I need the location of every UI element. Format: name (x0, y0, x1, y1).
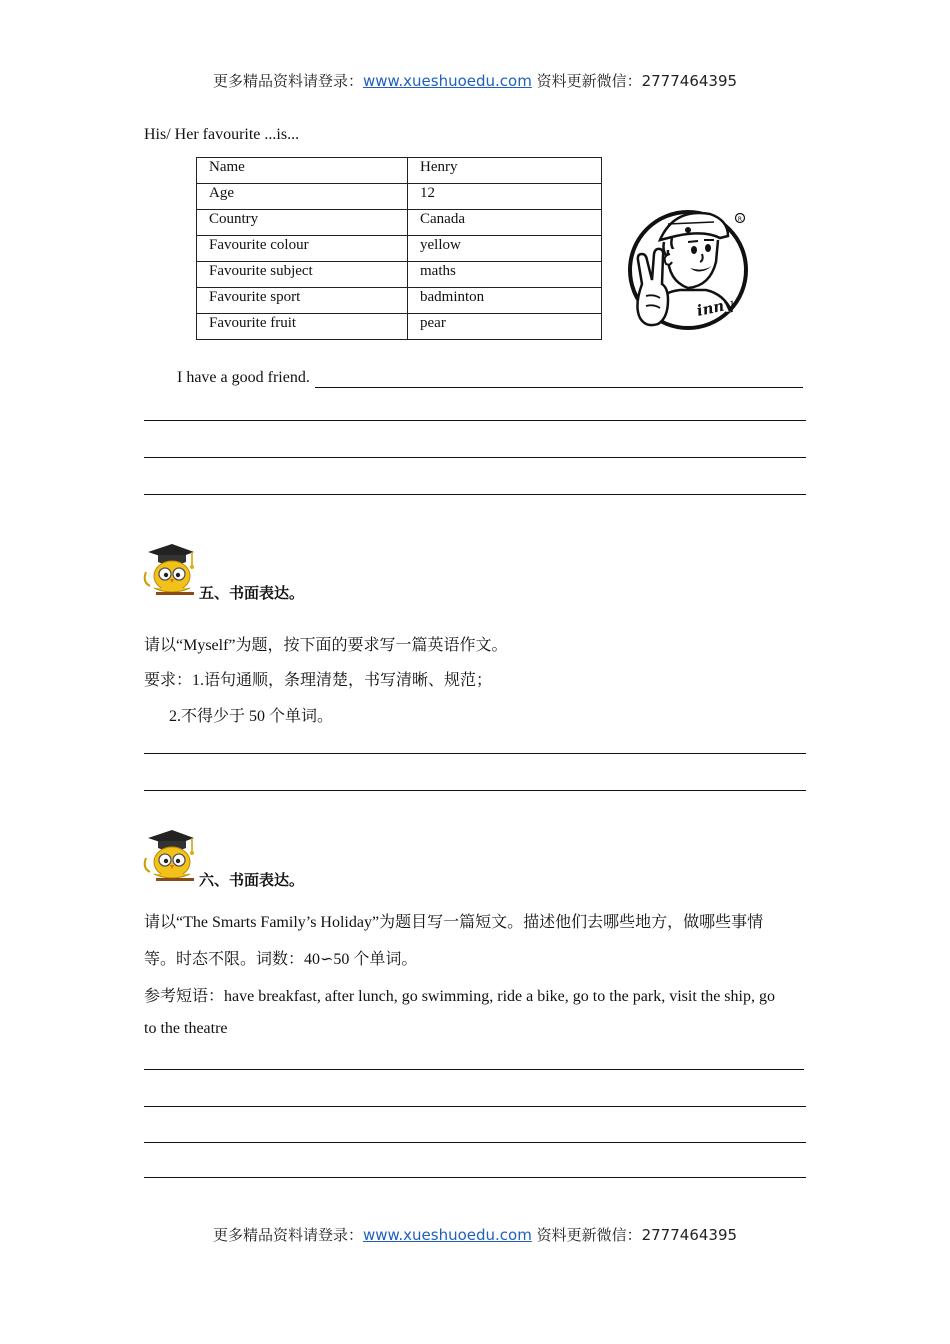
page-footer (0, 1224, 950, 1245)
writing-line[interactable] (315, 387, 803, 388)
table-cell-label: Age (197, 184, 408, 210)
writing-line[interactable] (144, 494, 806, 495)
table-row (197, 210, 602, 236)
table-cell-value: pear (408, 314, 602, 340)
section5-requirement-2: 2.不得少于 50 个单词。 (169, 708, 334, 725)
writing-line[interactable] (144, 1069, 804, 1070)
table-cell-value: Henry (408, 158, 602, 184)
table-row (197, 262, 602, 288)
table-cell-label: Favourite subject (197, 262, 408, 288)
header-link[interactable]: www.xueshuoedu.com (362, 72, 532, 90)
owl-scholar-icon (142, 828, 196, 884)
table-row (197, 158, 602, 184)
table-cell-value: badminton (408, 288, 602, 314)
writing-line[interactable] (144, 420, 806, 421)
table-cell-value: Canada (408, 210, 602, 236)
section5-requirement-1: 要求：1.语句通顺，条理清楚，书写清晰、规范； (144, 672, 493, 689)
table-row (197, 288, 602, 314)
section6-reference-line1: 参考短语：have breakfast, after lunch, go swimming, ride a bike, go to the park, visit the ship, go (144, 988, 775, 1005)
writing-line[interactable] (144, 1177, 806, 1178)
section6-reference-line2: to the theatre (144, 1020, 228, 1037)
writing-line[interactable] (144, 457, 806, 458)
table-cell-label: Name (197, 158, 408, 184)
info-table (196, 157, 602, 340)
table-row (197, 314, 602, 340)
table-row (197, 184, 602, 210)
table-cell-value: 12 (408, 184, 602, 210)
footer-prefix: 更多精品资料请登录： (212, 1226, 363, 1244)
section5-prompt: 请以“Myself”为题，按下面的要求写一篇英语作文。 (144, 637, 508, 654)
section6-title: 六、书面表达。 (199, 871, 305, 889)
table-cell-label: Country (197, 210, 408, 236)
writing-line[interactable] (144, 790, 806, 791)
cartoon-boy-icon (624, 196, 754, 342)
page-header (0, 70, 950, 91)
table-cell-value: maths (408, 262, 602, 288)
section5-title: 五、书面表达。 (199, 584, 305, 602)
header-suffix: 资料更新微信：2777464395 (531, 72, 738, 90)
table-cell-label: Favourite colour (197, 236, 408, 262)
table-row (197, 236, 602, 262)
writing-line[interactable] (144, 753, 806, 754)
shirt-text: inny (695, 294, 735, 320)
table-cell-value: yellow (408, 236, 602, 262)
intro-text: His/ Her favourite ...is... (144, 126, 300, 143)
writing-line[interactable] (144, 1106, 806, 1107)
section6-prompt-line2: 等。时态不限。词数：40∽50 个单词。 (144, 951, 418, 968)
writing-line[interactable] (144, 1142, 806, 1143)
footer-suffix: 资料更新微信：2777464395 (531, 1226, 738, 1244)
owl-scholar-icon (142, 542, 196, 598)
start-sentence: I have a good friend. (177, 369, 310, 386)
table-cell-label: Favourite sport (197, 288, 408, 314)
section6-prompt-line1: 请以“The Smarts Family’s Holiday”为题目写一篇短文。描述他们去哪些地方，做哪些事情 (144, 914, 764, 931)
footer-link[interactable]: www.xueshuoedu.com (362, 1226, 532, 1244)
header-prefix: 更多精品资料请登录： (212, 72, 363, 90)
svg-text:R: R (737, 216, 743, 223)
table-cell-label: Favourite fruit (197, 314, 408, 340)
